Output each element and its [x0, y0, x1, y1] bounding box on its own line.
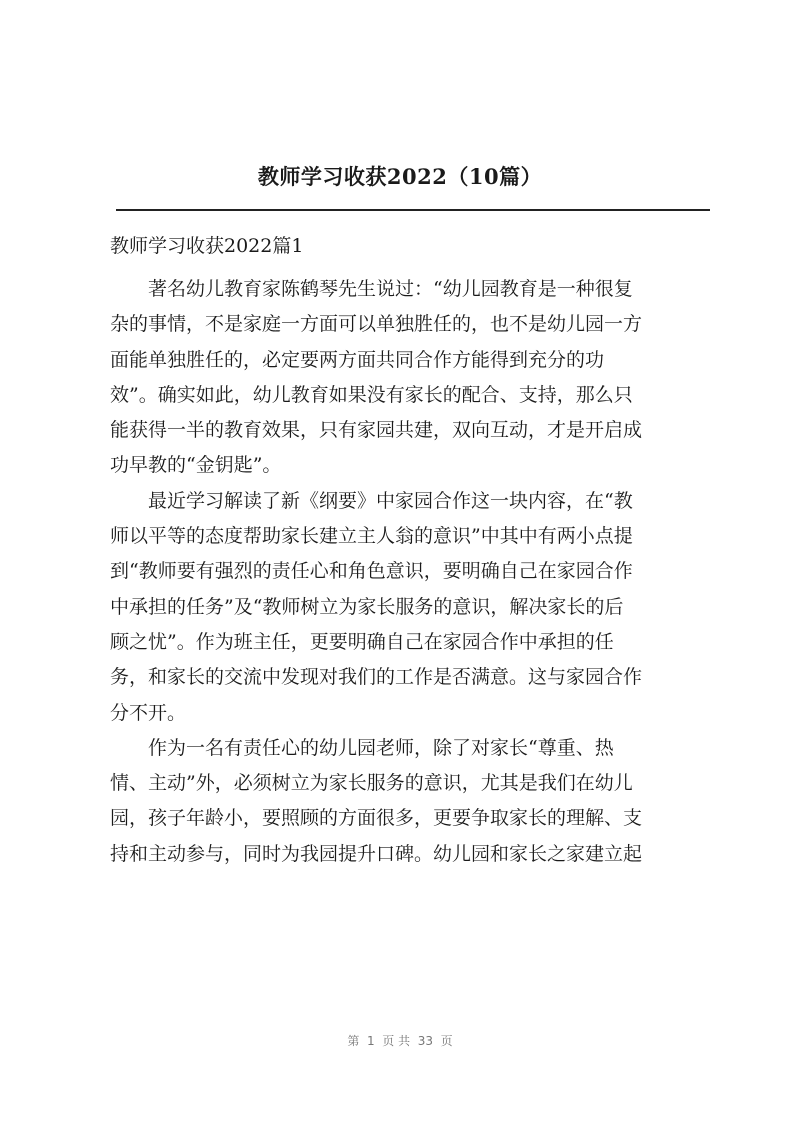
text-line: 顾之忧”。作为班主任，更要明确自己在家园合作中承担的任 [110, 630, 614, 653]
text-line: 效”。确实如此，幼儿教育如果没有家长的配合、支持，那么只 [110, 383, 633, 406]
text-line: 园，孩子年龄小，要照顾的方面很多，更要争取家长的理解、支 [110, 807, 643, 830]
paragraph-3 [110, 731, 710, 872]
paragraph-1 [110, 272, 710, 484]
text-line: 杂的事情，不是家庭一方面可以单独胜任的，也不是幼儿园一方 [110, 313, 643, 336]
paragraph-2 [110, 484, 710, 731]
text-line: 作为一名有责任心的幼儿园老师，除了对家长“尊重、热 [110, 736, 614, 759]
text-line: 务，和家长的交流中发现对我们的工作是否满意。这与家园合作 [110, 666, 643, 689]
section-heading: 教师学习收获2022篇1 [110, 235, 304, 257]
page-footer: 第 1 页 共 33 页 [347, 1034, 453, 1048]
text-line: 分不开。 [110, 701, 187, 724]
text-line: 面能单独胜任的，必定要两方面共同合作方能得到充分的功 [110, 348, 605, 371]
text-line: 最近学习解读了新《纲要》中家园合作这一块内容，在“教 [110, 489, 633, 512]
text-line: 情、主动”外，必须树立为家长服务的意识，尤其是我们在幼儿 [110, 772, 633, 795]
text-line: 功早教的“金钥匙”。 [110, 454, 282, 477]
document-title: 教师学习收获2022（10篇） [257, 164, 543, 189]
text-line: 中承担的任务”及“教师树立为家长服务的意识，解决家长的后 [110, 595, 624, 618]
text-line: 师以平等的态度帮助家长建立主人翁的意识”中其中有两小点提 [110, 525, 633, 548]
text-line: 能获得一半的教育效果，只有家园共建，双向互动，才是开启成 [110, 419, 643, 442]
title-divider [116, 209, 710, 211]
text-line: 著名幼儿教育家陈鹤琴先生说过：“幼儿园教育是一种很复 [110, 278, 633, 300]
document-body [110, 272, 710, 872]
text-line: 持和主动参与，同时为我园提升口碑。幼儿园和家长之家建立起 [110, 842, 643, 865]
text-line: 到“教师要有强烈的责任心和角色意识，要明确自己在家园合作 [110, 560, 633, 583]
